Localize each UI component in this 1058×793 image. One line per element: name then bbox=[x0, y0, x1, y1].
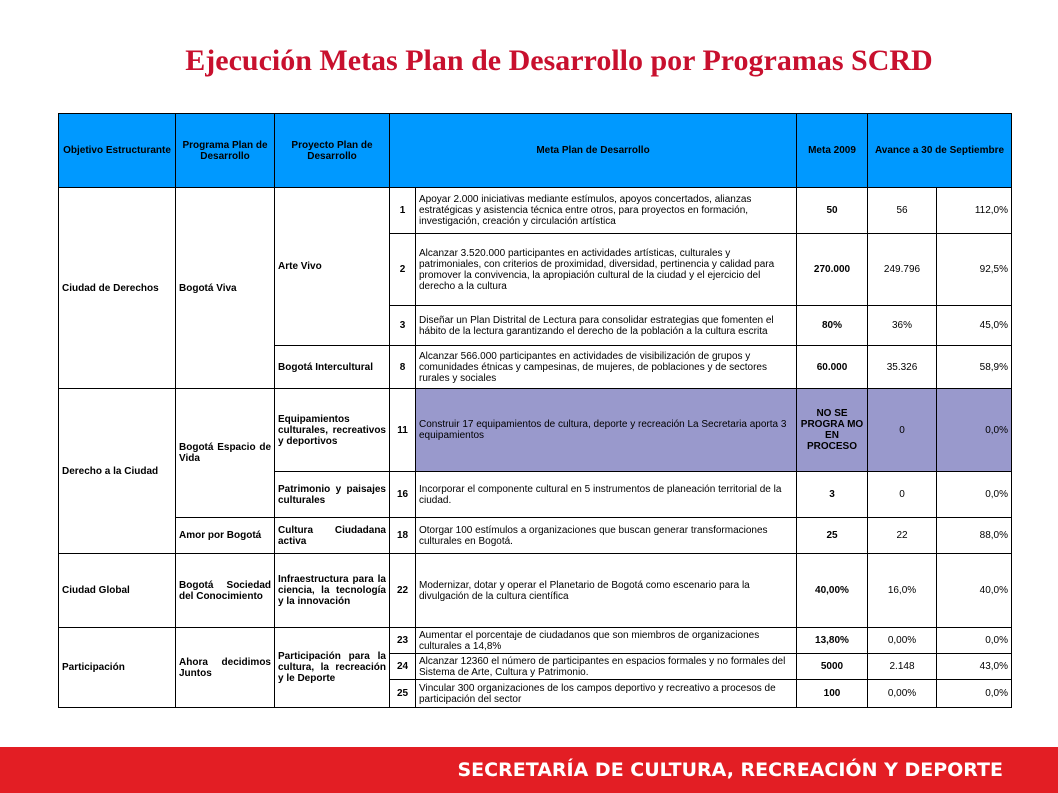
avance-value: 249.796 bbox=[868, 234, 937, 306]
avance-value: 35.326 bbox=[868, 346, 937, 389]
meta-number: 18 bbox=[390, 518, 416, 554]
avance-percent: 58,9% bbox=[937, 346, 1012, 389]
meta-description: Alcanzar 566.000 participantes en actividades de visibilización de grupos y comunidades étnicas y campesinas, de mujeres, de poblaciones y de sectores rurales y sociales bbox=[416, 346, 797, 389]
meta-number: 11 bbox=[390, 389, 416, 472]
header-objetivo: Objetivo Estructurante bbox=[59, 114, 176, 188]
meta-description: Apoyar 2.000 iniciativas mediante estímulos, apoyos concertados, alianzas estratégicas y asistencia técnica entre otros, para proyectos en formación, investigación, creación y circulación artística bbox=[416, 188, 797, 234]
page-title: Ejecución Metas Plan de Desarrollo por Programas SCRD bbox=[185, 44, 933, 77]
proyecto-cell: Cultura Ciudadana activa bbox=[275, 518, 390, 554]
avance-value: 0,00% bbox=[868, 628, 937, 654]
avance-percent: 0,0% bbox=[937, 389, 1012, 472]
header-avance: Avance a 30 de Septiembre bbox=[868, 114, 1012, 188]
proyecto-cell: Participación para la cultura, la recreación y le Deporte bbox=[275, 628, 390, 708]
objetivo-cell: Derecho a la Ciudad bbox=[59, 389, 176, 554]
proyecto-cell: Patrimonio y paisajes culturales bbox=[275, 472, 390, 518]
meta-2009-value: 5000 bbox=[797, 654, 868, 680]
header-meta-2009: Meta 2009 bbox=[797, 114, 868, 188]
programa-cell: Ahora decidimos Juntos bbox=[176, 628, 275, 708]
meta-description: Incorporar el componente cultural en 5 instrumentos de planeación territorial de la ciudad. bbox=[416, 472, 797, 518]
proyecto-cell: Infraestructura para la ciencia, la tecnología y la innovación bbox=[275, 554, 390, 628]
proyecto-cell: Arte Vivo bbox=[275, 188, 390, 346]
avance-value: 2.148 bbox=[868, 654, 937, 680]
avance-percent: 0,0% bbox=[937, 680, 1012, 708]
meta-number: 23 bbox=[390, 628, 416, 654]
meta-number: 2 bbox=[390, 234, 416, 306]
meta-description: Vincular 300 organizaciones de los campos deportivo y recreativo a procesos de participación del sector bbox=[416, 680, 797, 708]
objetivo-cell: Ciudad Global bbox=[59, 554, 176, 628]
proyecto-cell: Bogotá Intercultural bbox=[275, 346, 390, 389]
meta-description: Alcanzar 12360 el número de participantes en espacios formales y no formales del Sistema de Arte, Cultura y Patrimonio. bbox=[416, 654, 797, 680]
meta-2009-value: 100 bbox=[797, 680, 868, 708]
programa-cell: Bogotá Espacio de Vida bbox=[176, 389, 275, 518]
table-row bbox=[59, 389, 1012, 472]
programa-cell: Bogotá Viva bbox=[176, 188, 275, 389]
avance-percent: 92,5% bbox=[937, 234, 1012, 306]
meta-description: Alcanzar 3.520.000 participantes en actividades artísticas, culturales y patrimoniales, con criterios de proximidad, diversidad, pertinencia y calidad para promover la convivencia, la apropiación cultural de la ciudad y el ejercicio del derecho a la cultura bbox=[416, 234, 797, 306]
meta-number: 1 bbox=[390, 188, 416, 234]
table-row bbox=[59, 518, 1012, 554]
avance-value: 0,00% bbox=[868, 680, 937, 708]
meta-2009-value: 25 bbox=[797, 518, 868, 554]
avance-value: 0 bbox=[868, 389, 937, 472]
avance-percent: 43,0% bbox=[937, 654, 1012, 680]
avance-percent: 45,0% bbox=[937, 306, 1012, 346]
meta-description: Otorgar 100 estímulos a organizaciones que buscan generar transformaciones culturales en Bogotá. bbox=[416, 518, 797, 554]
meta-2009-value: 3 bbox=[797, 472, 868, 518]
meta-2009-value: 40,00% bbox=[797, 554, 868, 628]
header-programa: Programa Plan de Desarrollo bbox=[176, 114, 275, 188]
footer-bar bbox=[0, 747, 1058, 793]
table-row bbox=[59, 628, 1012, 654]
meta-number: 22 bbox=[390, 554, 416, 628]
meta-2009-value: 50 bbox=[797, 188, 868, 234]
avance-percent: 112,0% bbox=[937, 188, 1012, 234]
metas-table bbox=[58, 113, 1012, 708]
table-row bbox=[59, 188, 1012, 234]
meta-description: Aumentar el porcentaje de ciudadanos que son miembros de organizaciones culturales a 14,8% bbox=[416, 628, 797, 654]
table-row bbox=[59, 554, 1012, 628]
meta-number: 3 bbox=[390, 306, 416, 346]
meta-description: Modernizar, dotar y operar el Planetario de Bogotá como escenario para la divulgación de la cultura científica bbox=[416, 554, 797, 628]
meta-description: Diseñar un Plan Distrital de Lectura para consolidar estrategias que fomenten el hábito de la lectura garantizando el derecho de la población a la cultura escrita bbox=[416, 306, 797, 346]
meta-2009-value: 13,80% bbox=[797, 628, 868, 654]
programa-cell: Bogotá Sociedad del Conocimiento bbox=[176, 554, 275, 628]
avance-percent: 0,0% bbox=[937, 472, 1012, 518]
meta-number: 16 bbox=[390, 472, 416, 518]
avance-percent: 0,0% bbox=[937, 628, 1012, 654]
meta-2009-value: NO SE PROGRA MO EN PROCESO bbox=[797, 389, 868, 472]
header-meta-plan: Meta Plan de Desarrollo bbox=[390, 114, 797, 188]
objetivo-cell: Participación bbox=[59, 628, 176, 708]
meta-2009-value: 60.000 bbox=[797, 346, 868, 389]
avance-value: 56 bbox=[868, 188, 937, 234]
objetivo-cell: Ciudad de Derechos bbox=[59, 188, 176, 389]
meta-number: 8 bbox=[390, 346, 416, 389]
header-row bbox=[59, 114, 1012, 188]
proyecto-cell: Equipamientos culturales, recreativos y deportivos bbox=[275, 389, 390, 472]
programa-cell: Amor por Bogotá bbox=[176, 518, 275, 554]
avance-value: 0 bbox=[868, 472, 937, 518]
avance-percent: 88,0% bbox=[937, 518, 1012, 554]
avance-value: 16,0% bbox=[868, 554, 937, 628]
meta-number: 25 bbox=[390, 680, 416, 708]
meta-number: 24 bbox=[390, 654, 416, 680]
meta-2009-value: 80% bbox=[797, 306, 868, 346]
meta-description: Construir 17 equipamientos de cultura, deporte y recreación La Secretaria aporta 3 equipamientos bbox=[416, 389, 797, 472]
avance-percent: 40,0% bbox=[937, 554, 1012, 628]
meta-2009-value: 270.000 bbox=[797, 234, 868, 306]
avance-value: 22 bbox=[868, 518, 937, 554]
header-proyecto: Proyecto Plan de Desarrollo bbox=[275, 114, 390, 188]
avance-value: 36% bbox=[868, 306, 937, 346]
footer-text: SECRETARÍA DE CULTURA, RECREACIÓN Y DEPORTE bbox=[457, 759, 1003, 781]
